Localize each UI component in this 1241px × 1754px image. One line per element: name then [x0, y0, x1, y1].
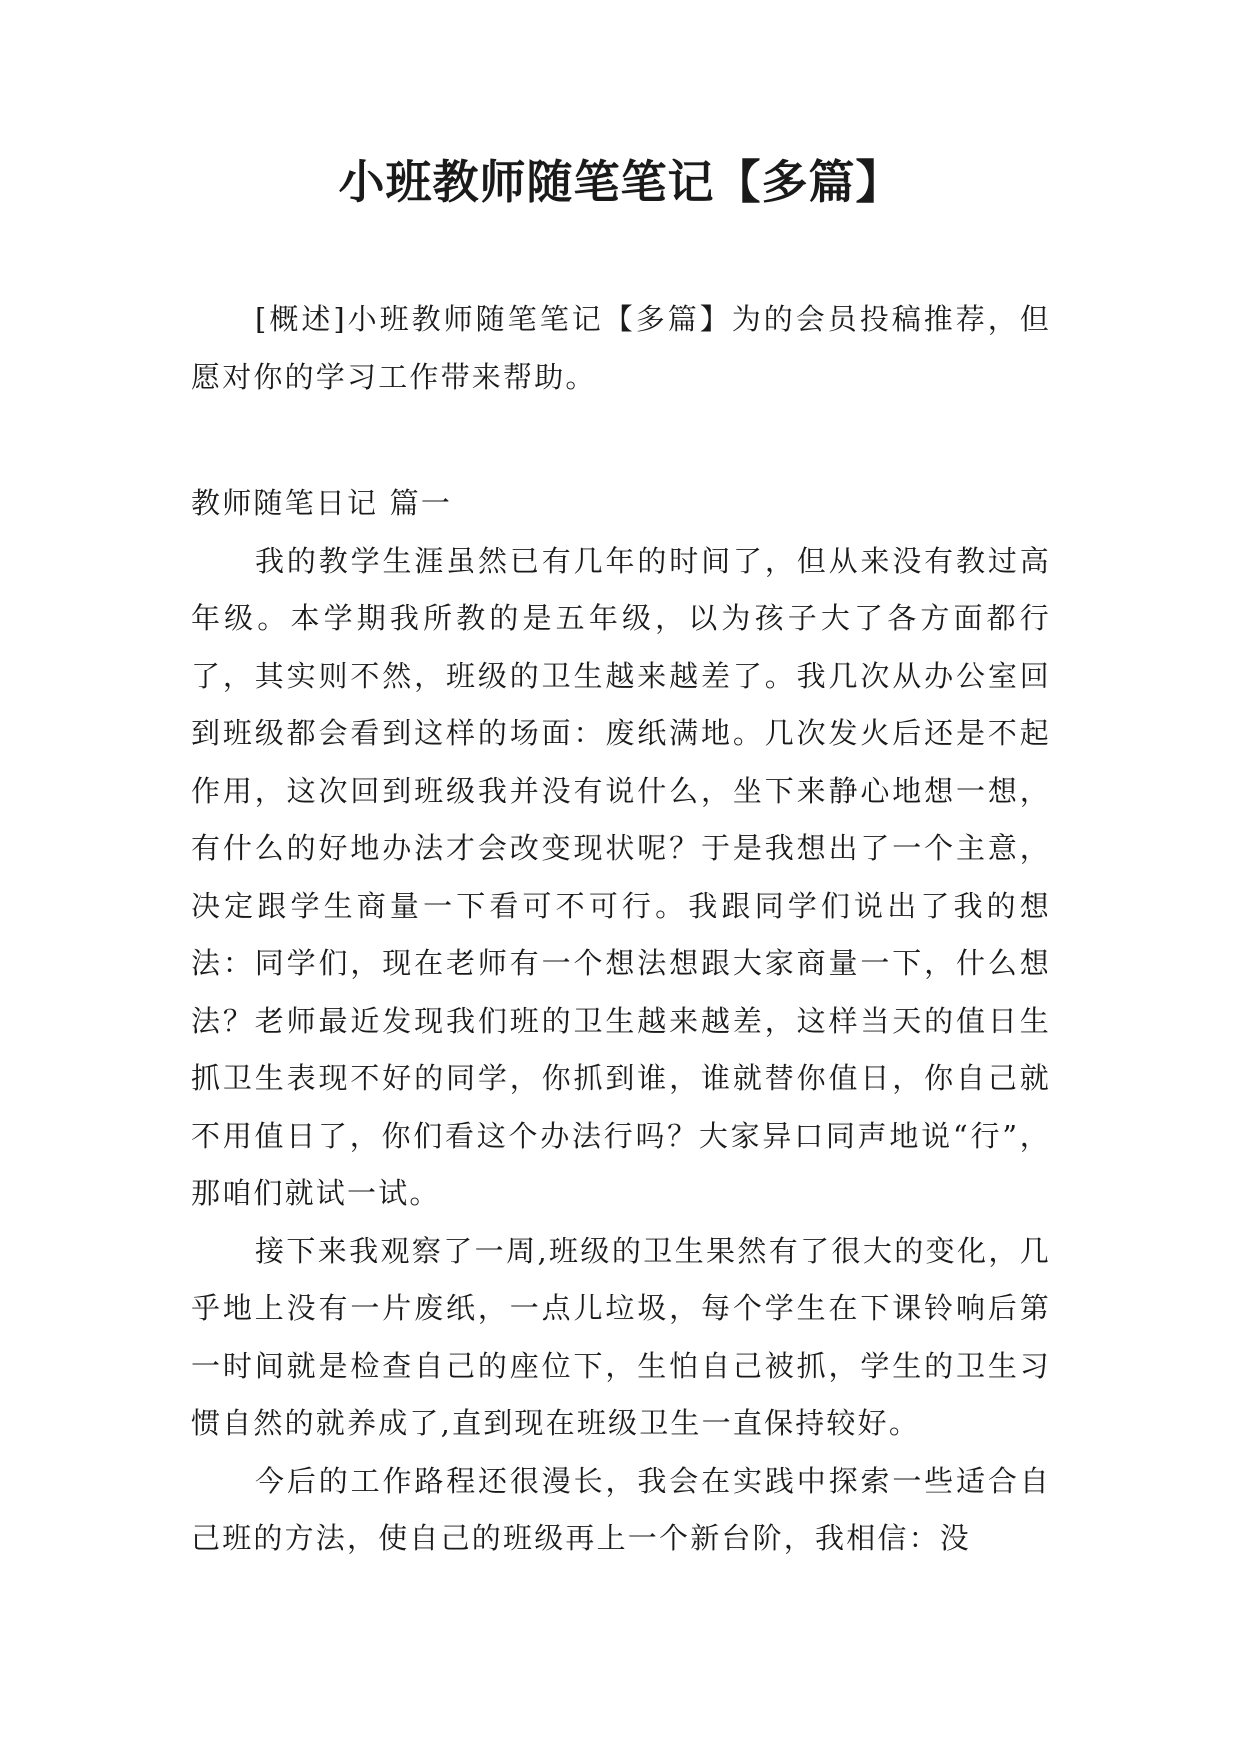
body-paragraph-2: 接下来我观察了一周,班级的卫生果然有了很大的变化，几乎地上没有一片废纸，一点儿垃圾，每个学生在下课铃响后第一时间就是检查自己的座位下，生怕自己被抓，学生的卫生习惯自然的就养成了,直到现在班级卫生一直保持较好。 — [191, 1233, 1051, 1440]
document-body — [191, 291, 1051, 1568]
body-paragraph-1: 我的教学生涯虽然已有几年的时间了，但从来没有教过高年级。本学期我所教的是五年级，以为孩子大了各方面都行了，其实则不然，班级的卫生越来越差了。我几次从办公室回到班级都会看到这样的场面：废纸满地。几次发火后还是不起作用，这次回到班级我并没有说什么，坐下来静心地想一想，有什么的好地办法才会改变现状呢？于是我想出了一个主意，决定跟学生商量一下看可不可行。我跟同学们说出了我的想法：同学们，现在老师有一个想法想跟大家商量一下，什么想法？老师最近发现我们班的卫生越来越差，这样当天的值日生抓卫生表现不好的同学，你抓到谁，谁就替你值日，你自己就不用值日了，你们看这个办法行吗？大家异口同声地说“行”，那咱们就试一试。 — [191, 543, 1051, 1210]
summary-paragraph: [概述]小班教师随笔笔记【多篇】为的会员投稿推荐，但愿对你的学习工作带来帮助。 — [191, 302, 1051, 394]
section-heading: 教师随笔日记 篇一 — [191, 486, 453, 520]
document-title: 小班教师随笔笔记【多篇】 — [338, 155, 903, 209]
body-paragraph-3: 今后的工作路程还很漫长，我会在实践中探索一些适合自己班的方法，使自己的班级再上一个新台阶，我相信：没 — [191, 1463, 1051, 1555]
